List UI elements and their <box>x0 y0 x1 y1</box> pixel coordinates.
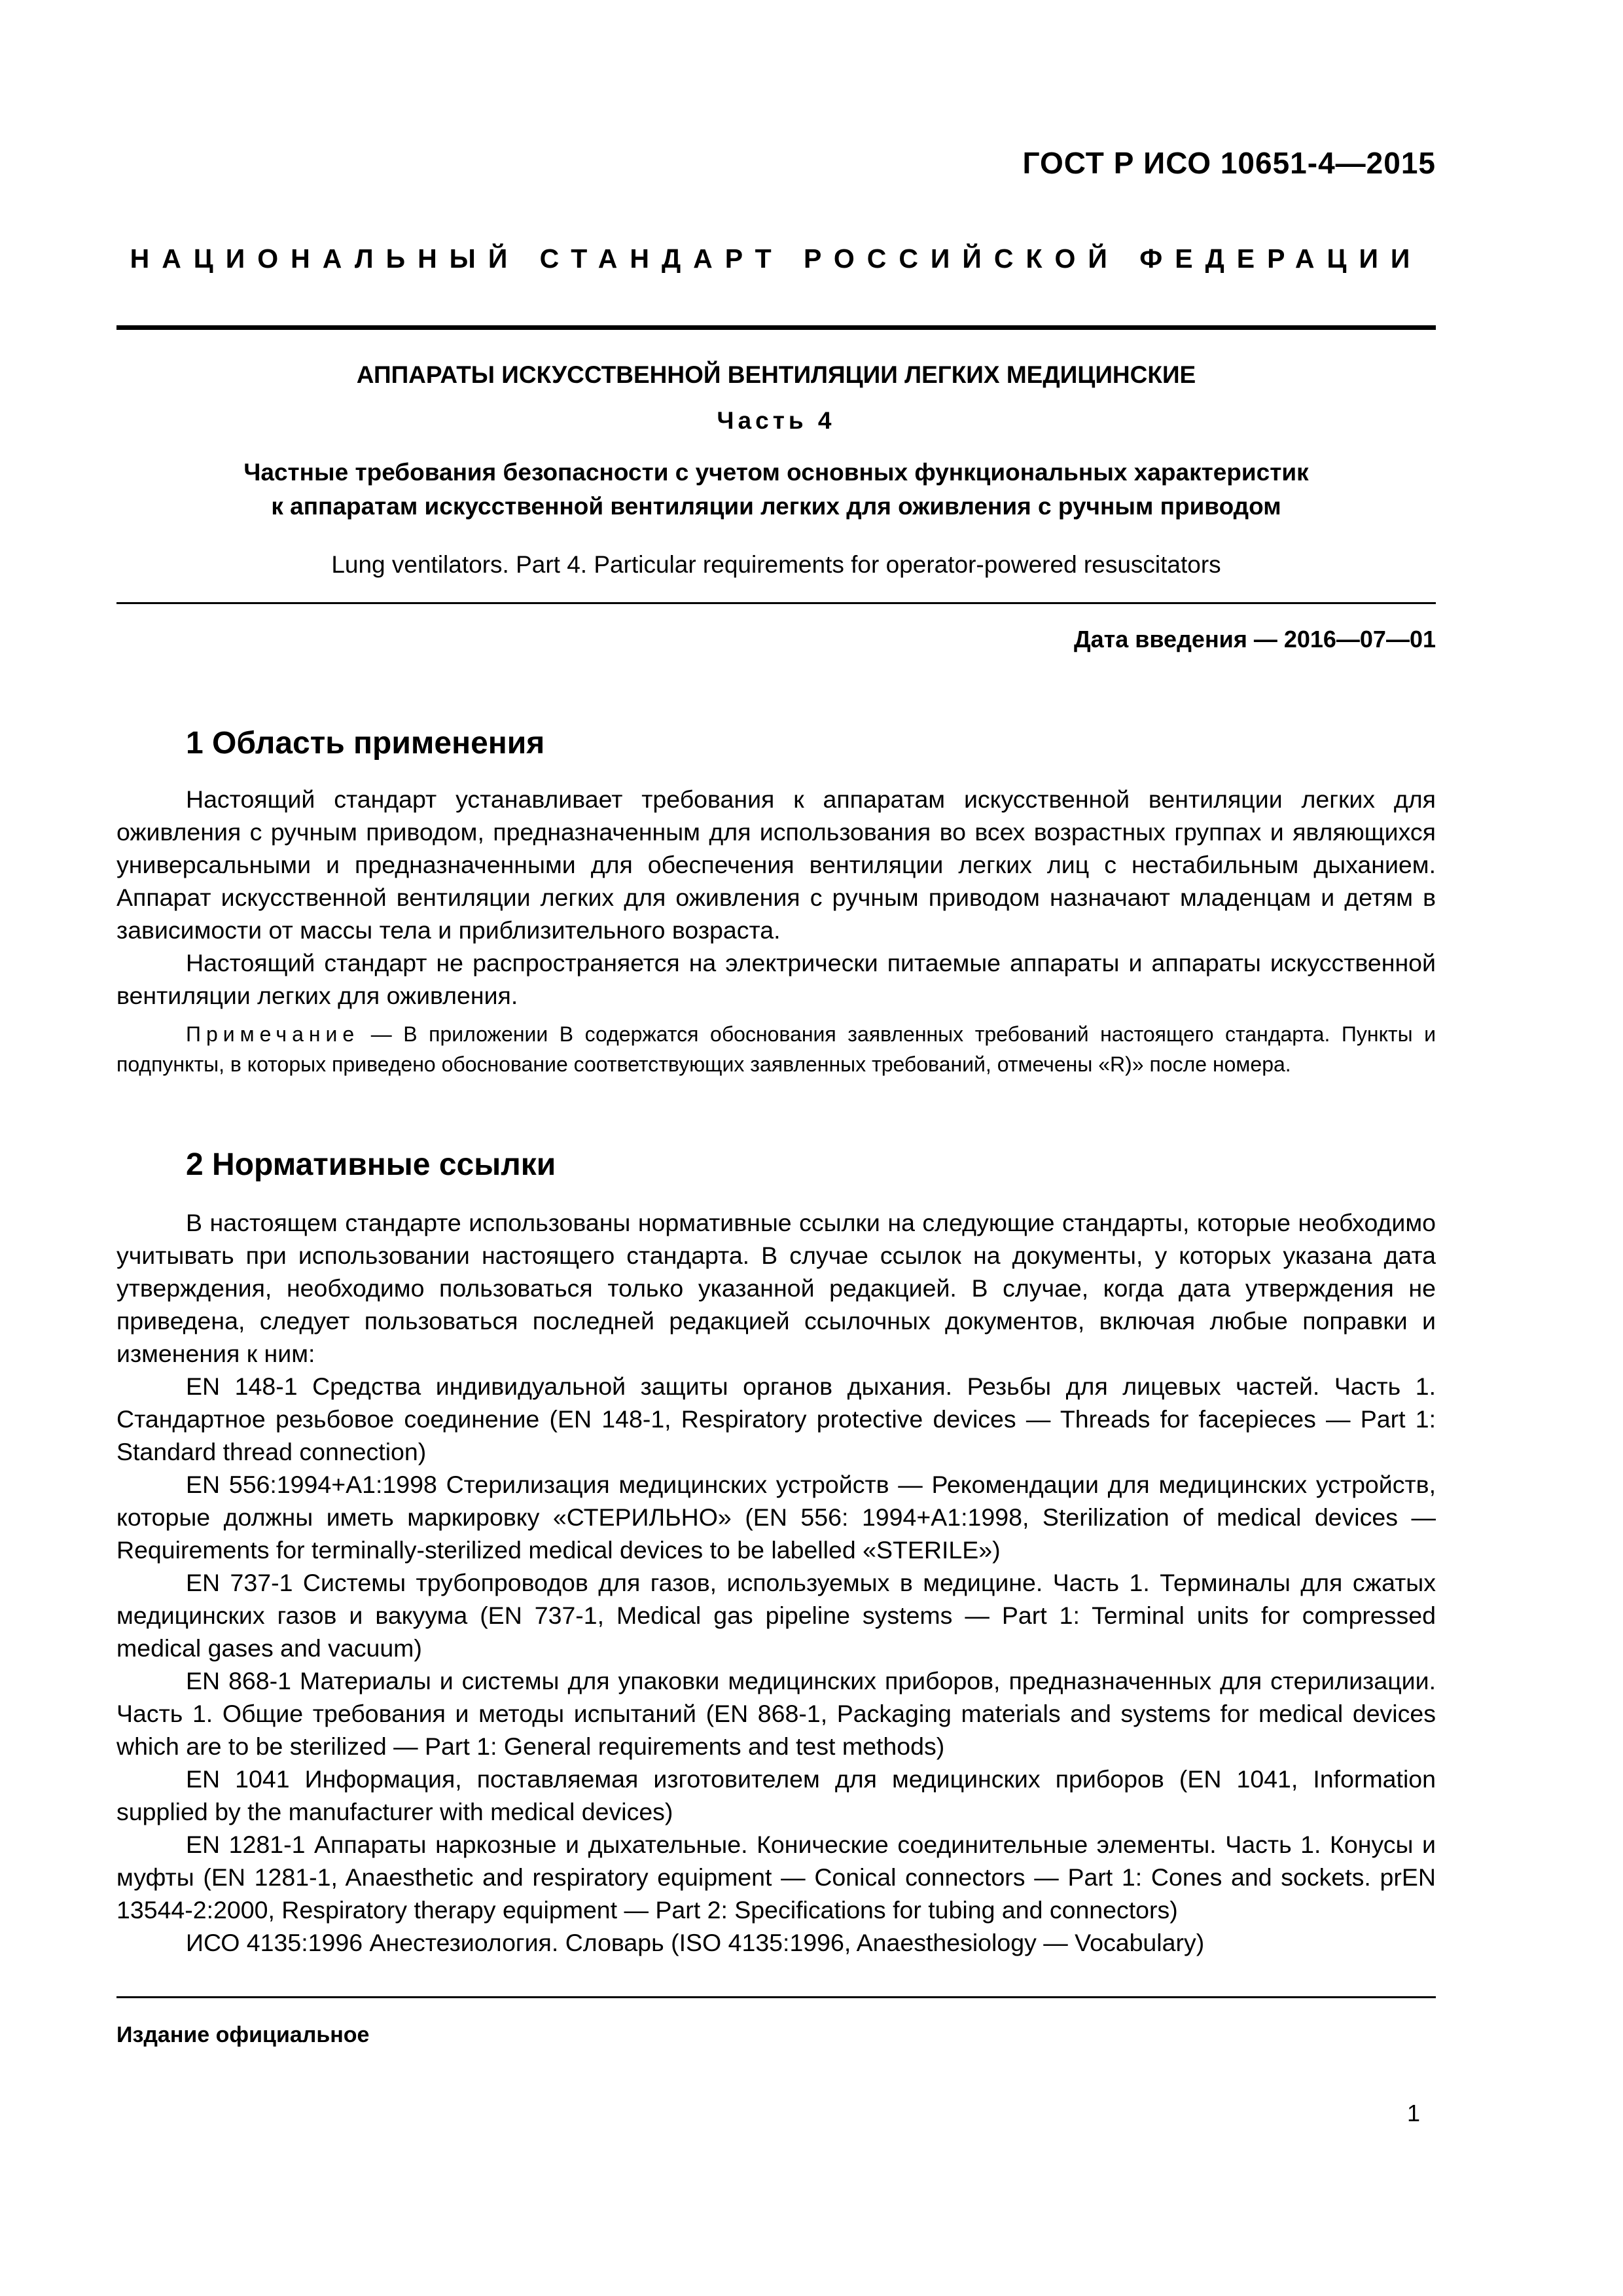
document-subtitle <box>116 456 1436 524</box>
reference-entry: EN 1281-1 Аппараты наркозные и дыхательные. Конические соединительные элементы. Часть 1. Конусы и муфты (EN 1281-1, Anaesthetic and respiratory equipment — Conical connectors — Part 1: Cones and sockets. prEN 13544-2:2000, Respiratory therapy equipment — Part 2: Specifications for tubing and connectors) <box>116 1831 1436 1924</box>
section-1-heading: 1 Область применения <box>186 726 545 761</box>
section-2-heading: 2 Нормативные ссылки <box>186 1147 556 1182</box>
introduction-date: Дата введения — 2016—07—01 <box>1073 626 1436 653</box>
header-divider <box>116 325 1436 330</box>
reference-entry: ИСО 4135:1996 Анестезиология. Словарь (ISO 4135:1996, Anaesthesiology — Vocabulary) <box>186 1929 1205 1956</box>
note-label: Примечание <box>186 1022 360 1046</box>
section-2-body <box>116 1206 1436 1959</box>
english-title: Lung ventilators. Part 4. Particular requirements for operator-powered resuscitators <box>331 551 1221 578</box>
standard-code: ГОСТ Р ИСО 10651-4—2015 <box>1022 146 1436 180</box>
official-edition-label: Издание официальное <box>116 2022 370 2047</box>
section-1-paragraph: Настоящий стандарт устанавливает требования к аппаратам искусственной вентиляции легких для оживления с ручным приводом, предназначенным для использования во всех возрастных группах и являющихся универсальными и предназначенными для обеспечения вентиляции легких лиц с нестабильным дыханием. Аппарат искусственной вентиляции легких для оживления с ручным приводом назначают младенцам и детям в зависимости от массы тела и приблизительного возраста. <box>116 785 1436 944</box>
note-text: — В приложении В содержатся обоснования заявленных требований настоящего стандарта. Пункты и подпункты, в которых приведено обоснование соответствующих заявленных требований, отмечены «R)» после номера. <box>116 1022 1436 1076</box>
section-1-paragraph: Настоящий стандарт не распространяется на электрически питаемые аппараты и аппараты искусственной вентиляции легких для оживления. <box>116 949 1436 1009</box>
section-2-paragraph: В настоящем стандарте использованы нормативные ссылки на следующие стандарты, которые необходимо учитывать при использовании настоящего стандарта. В случае ссылок на документы, у которых указана дата утверждения, необходимо пользоваться только указанной редакцией. В случае, когда дата утверждения не приведена, следует пользоваться последней редакцией ссылочных документов, включая любые поправки и изменения к ним: <box>116 1209 1436 1367</box>
reference-entry: EN 556:1994+A1:1998 Стерилизация медицинских устройств — Рекомендации для медицинских устройств, которые должны иметь маркировку «СТЕРИЛЬНО» (EN 556: 1994+A1:1998, Sterilization of medical devices — Requirements for terminally-sterilized medical devices to be labelled «STERILE») <box>116 1471 1436 1564</box>
reference-entry: EN 737-1 Системы трубопроводов для газов, используемых в медицине. Часть 1. Терминалы для сжатых медицинских газов и вакуума (EN 737-1, Medical gas pipeline systems — Part 1: Terminal units for compressed medical gases and vacuum) <box>116 1569 1436 1662</box>
reference-entry: EN 1041 Информация, поставляемая изготовителем для медицинских приборов (EN 1041, Information supplied by the manufacturer with medical devices) <box>116 1765 1436 1825</box>
document-title: АППАРАТЫ ИСКУССТВЕННОЙ ВЕНТИЛЯЦИИ ЛЕГКИХ МЕДИЦИНСКИЕ <box>356 361 1196 388</box>
section-1-body <box>116 783 1436 1012</box>
reference-entry: EN 148-1 Средства индивидуальной защиты органов дыхания. Резьбы для лицевых частей. Часть 1. Стандартное резьбовое соединение (EN 148-1, Respiratory protective devices — Threads for facepieces — Part 1: Standard thread connection) <box>116 1372 1436 1465</box>
subtitle-line-2: к аппаратам искусственной вентиляции легких для оживления с ручным приводом <box>271 493 1281 520</box>
section-1-note <box>116 1019 1436 1079</box>
national-standard-title: НАЦИОНАЛЬНЫЙ СТАНДАРТ РОССИЙСКОЙ ФЕДЕРАЦИИ <box>130 243 1423 274</box>
reference-entry: EN 868-1 Материалы и системы для упаковки медицинских приборов, предназначенных для стерилизации. Часть 1. Общие требования и методы испытаний (EN 868-1, Packaging materials and systems for medical devices which are to be sterilized — Part 1: General requirements and test methods) <box>116 1667 1436 1760</box>
footer-divider <box>116 1996 1436 1998</box>
page-number: 1 <box>1406 2100 1420 2126</box>
title-divider <box>116 602 1436 604</box>
subtitle-line-1: Частные требования безопасности с учетом основных функциональных характеристик <box>243 459 1309 486</box>
part-label: Часть 4 <box>717 407 836 434</box>
